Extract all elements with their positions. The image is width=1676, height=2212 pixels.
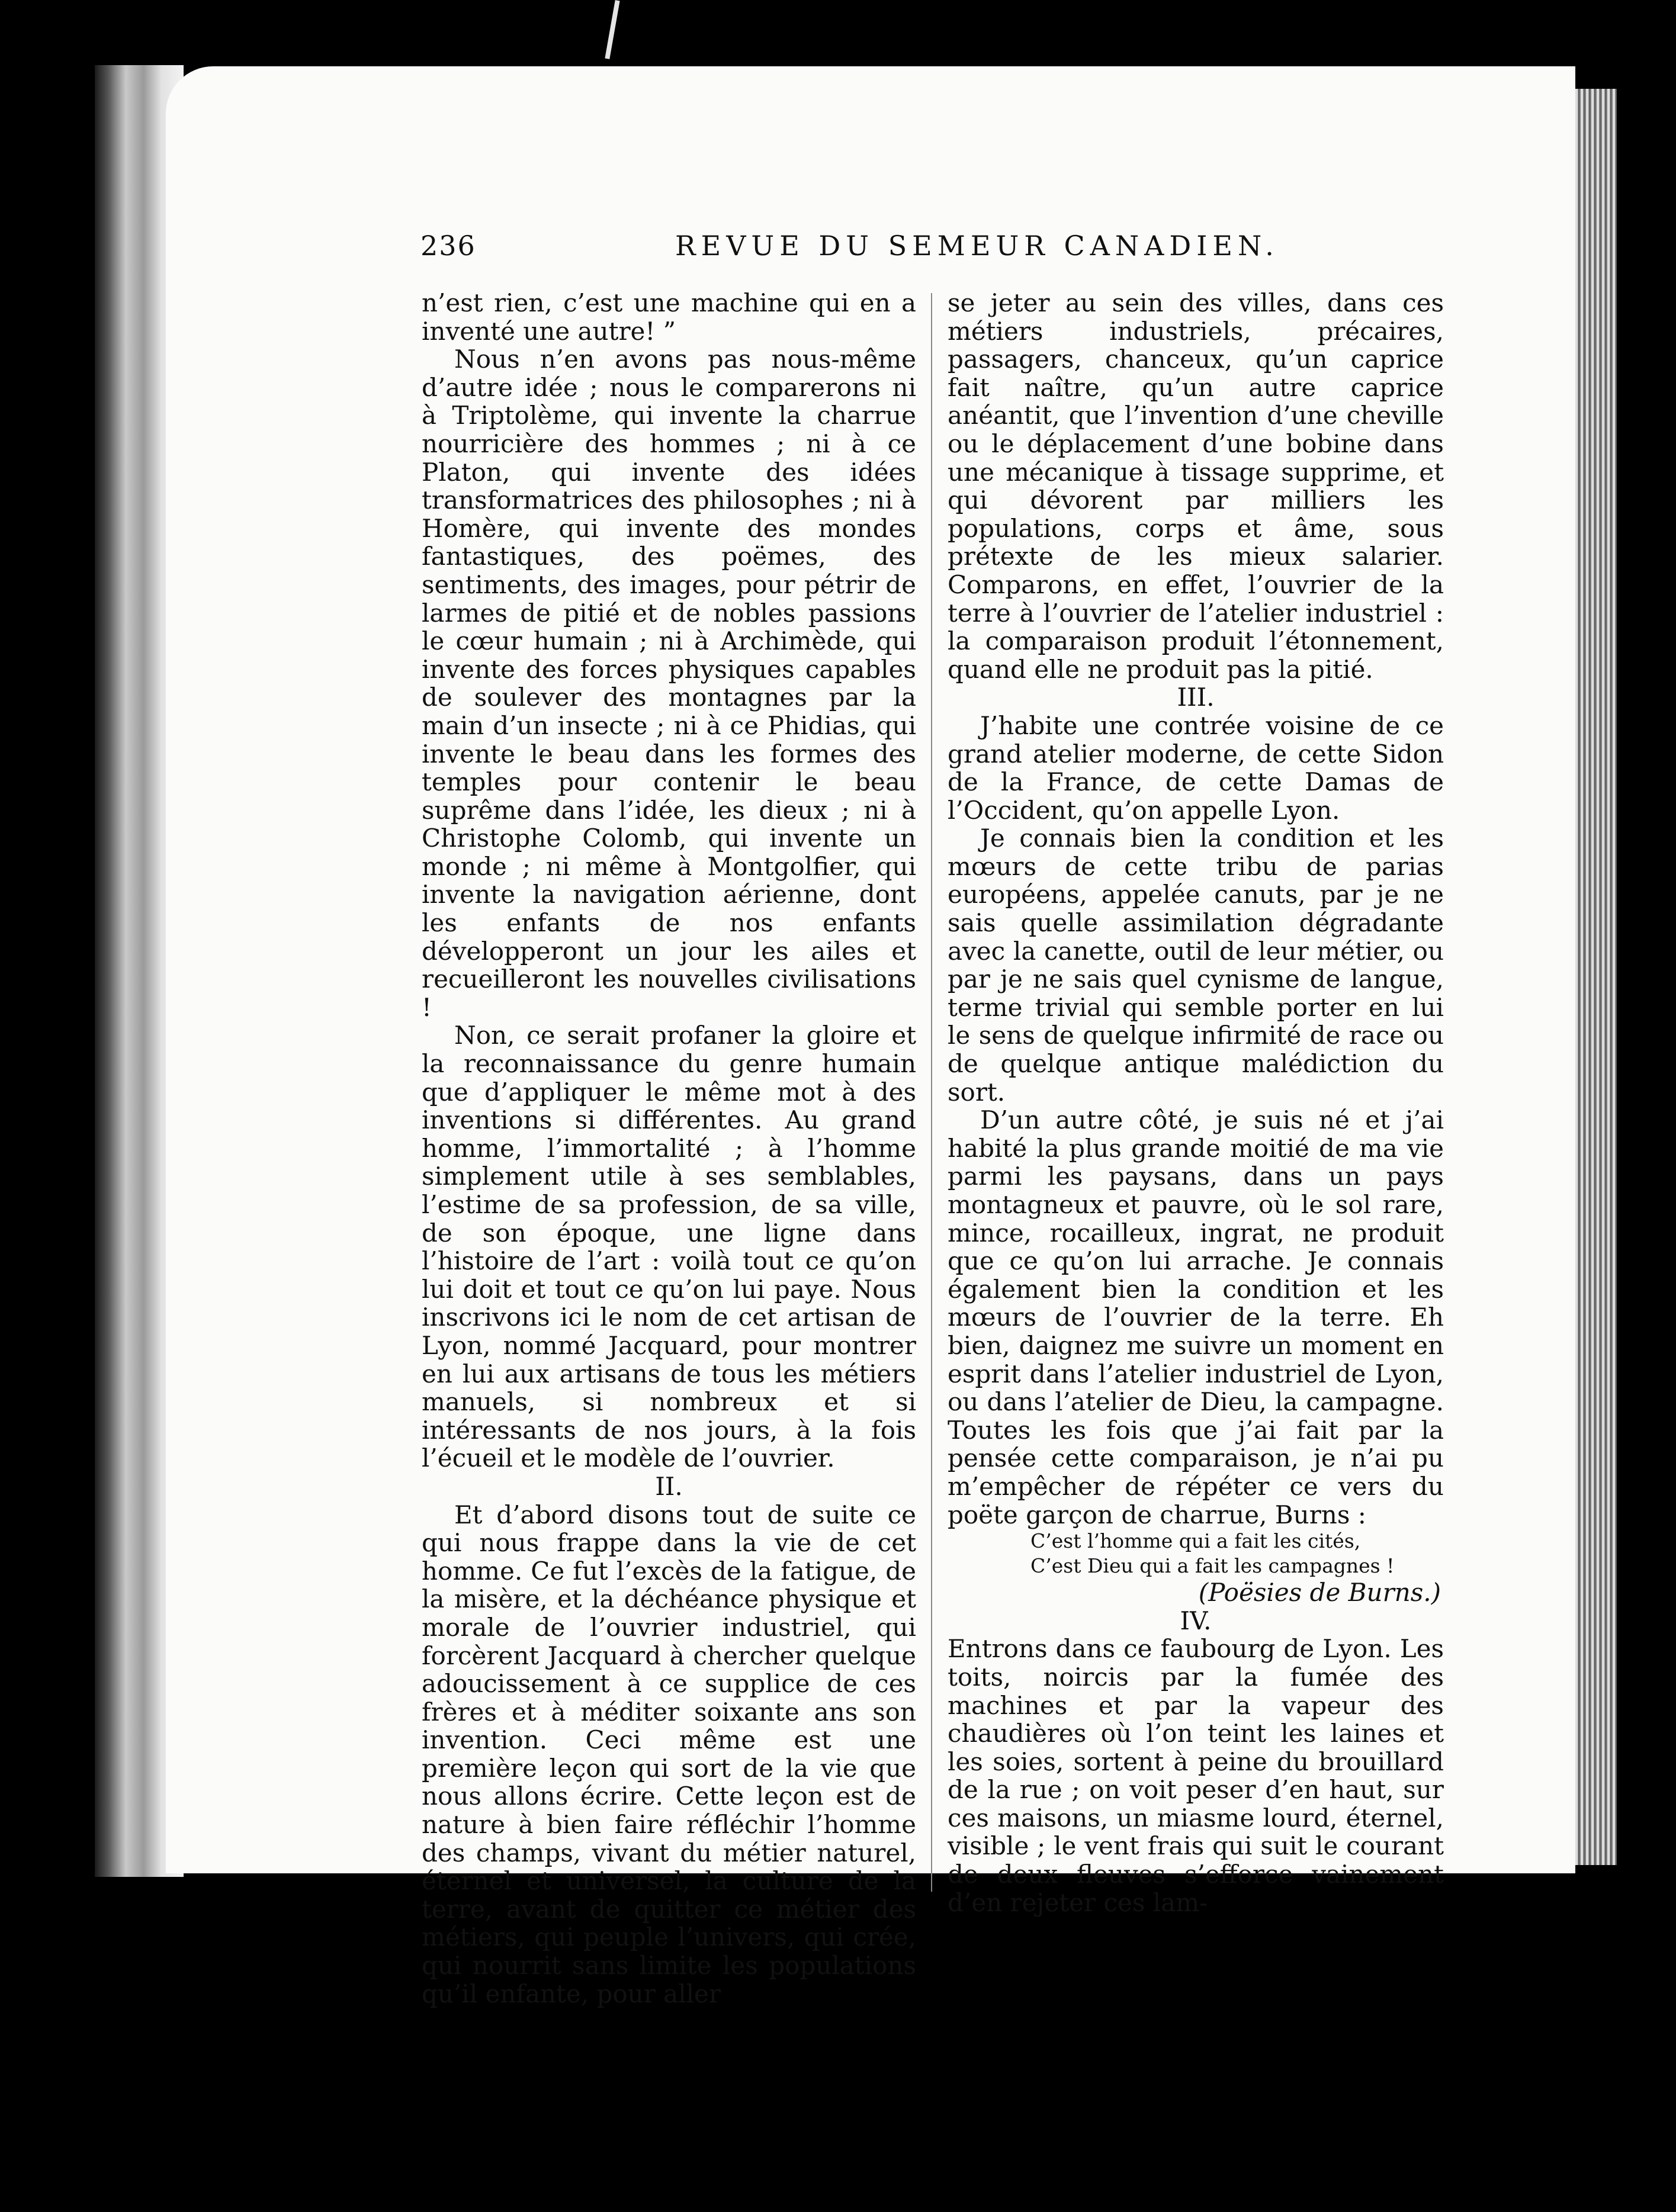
left-column [422,289,916,2008]
page-number: 236 [420,230,476,262]
section-heading: II. [655,1471,683,1501]
section-heading: III. [1177,683,1215,712]
paragraph: Et d’abord disons tout de suite ce qui nous frappe dans la vie de cet homme. Ce fut l’excès de la fatigue, de la misère, et la déchéance physique et morale de l’ouvrier industriel, qui forcèrent Jacquard à chercher quelque adoucissement à ce supplice de ces frères et à méditer soixante ans son invention. Ceci même est une première leçon qui sort de la vie que nous allons écrire. Cette leçon est de nature à bien faire réfléchir l’homme des champs, vivant du métier naturel, éternel et universel, la culture de la terre, avant de quitter ce métier des métiers, qui peuple l’univers, qui crée, qui nourrit sans limite les populations qu’il enfante, pour aller [422,1500,916,2008]
running-title: REVUE DU SEMEUR CANADIEN. [675,230,1279,262]
paragraph: D’un autre côté, je suis né et j’ai habité la plus grande moitié de ma vie parmi les paysans, dans un pays montagneux et pauvre, où le sol rare, mince, rocailleux, ingrat, ne produit que ce qu’on lui arrache. Je connais également bien la condition et les mœurs de l’ouvrier de la terre. Eh bien, daignez me suivre un moment en esprit dans l’atelier industriel de Lyon, ou dans l’atelier de Dieu, la campagne. Toutes les fois que j’ai fait par la pensée cette comparaison, je n’ai pu m’empêcher de répéter ce vers du poëte garçon de charrue, Burns : [948,1105,1444,1529]
paragraph: Nous n’en avons pas nous-même d’autre idée ; nous le comparerons ni à Triptolème, qui invente la charrue nourricière des hommes ; ni à ce Platon, qui invente des idées transformatrices des philosophes ; ni à Homère, qui invente des mondes fantastiques, des poëmes, des sentiments, des images, pour pétrir de larmes de pitié et de nobles passions le cœur humain ; ni à Archimède, qui invente des forces physiques capables de soulever des montagnes par la main d’un insecte ; ni à ce Phidias, qui invente le beau dans les formes des temples pour contenir le beau suprême dans l’idée, les dieux ; ni à Christophe Colomb, qui invente un monde ; ni même à Montgolfier, qui invente la navigation aérienne, dont les enfants de nos enfants développeront un jour les ailes et recueilleront les nouvelles civilisations ! [422,345,916,1022]
verse-line: C’est Dieu qui a fait les campagnes ! [1030,1554,1395,1578]
paragraph: Entrons dans ce faubourg de Lyon. Les toits, noircis par la fumée des machines et par la vapeur des chaudières où l’on teint les laines et les soies, sortent à peine du brouillard de la rue ; on voit peser d’en haut, sur ces maisons, un miasme lourd, éternel, visible ; le vent frais qui suit le courant de deux fleuves s’efforce vainement d’en rejeter ces lam- [948,1634,1444,1917]
column-divider [931,293,932,1892]
verse-line: C’est l’homme qui a fait les cités, [1030,1529,1361,1553]
paragraph: Non, ce serait profaner la gloire et la reconnaissance du genre humain que d’appliquer le même mot à des inventions si différentes. Au grand homme, l’immortalité ; à l’homme simplement utile à ses semblables, l’estime de sa profession, de sa ville, de son époque, une ligne dans l’histoire de l’art : voilà tout ce qu’on lui doit et tout ce qu’on lui paye. Nous inscrivons ici le nom de cet artisan de Lyon, nommé Jacquard, pour montrer en lui aux artisans de tous les métiers manuels, si nombreux et si intéressants de nos jours, à la fois l’écueil et le modèle de l’ouvrier. [422,1021,916,1473]
page-edges [1575,89,1617,1865]
paragraph: Je connais bien la condition et les mœurs de cette tribu de parias européens, appelée canuts, par je ne sais quelle assimilation dégradante avec la canette, outil de leur métier, ou par je ne sais quel cynisme de langue, terme trivial qui semble porter en lui le sens de quelque infirmité de race ou de quelque antique malédiction du sort. [948,824,1444,1107]
scan-mark [605,0,619,59]
right-column [948,289,1444,1917]
section-heading: IV. [1180,1606,1212,1635]
paragraph: J’habite une contrée voisine de ce grand atelier moderne, de cette Sidon de la France, de cette Damas de l’Occident, qu’on appelle Lyon. [948,710,1444,825]
verse-attribution: (Poësies de Burns.) [1198,1578,1441,1607]
paragraph: n’est rien, c’est une machine qui en a inventé une autre! ” [422,288,916,346]
paragraph: se jeter au sein des villes, dans ces métiers industriels, précaires, passagers, chanceux, qu’un caprice fait naître, qu’un autre caprice anéantit, que l’invention d’une cheville ou le déplacement d’une bobine dans une mécanique à tissage supprime, et qui dévorent par milliers les populations, corps et âme, sous prétexte de les mieux salarier. Comparons, en effet, l’ouvrier de la terre à l’ouvrier de l’atelier industriel : la comparaison produit l’étonnement, quand elle ne produit pas la pitié. [948,288,1444,684]
